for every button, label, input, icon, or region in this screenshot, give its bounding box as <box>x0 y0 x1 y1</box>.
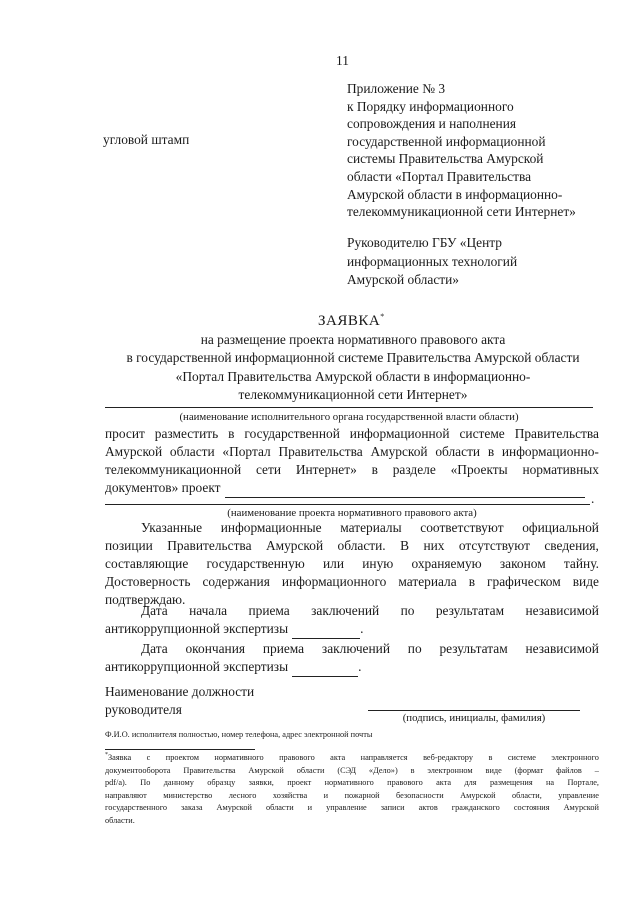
word: иную <box>362 556 394 571</box>
word: по <box>400 603 415 618</box>
word: охраняемую <box>411 556 482 571</box>
word: (формат <box>514 765 544 775</box>
addressee-line: Руководителю ГБУ «Центр <box>347 235 502 250</box>
request-last-text: документов» проект <box>105 480 221 495</box>
word: заявки, <box>248 778 274 787</box>
date-line <box>105 640 599 658</box>
word: независимой <box>525 603 599 618</box>
request-last-line <box>105 479 599 498</box>
subtitle-line: телекоммуникационной сети Интернет» <box>238 386 468 402</box>
date-last-line <box>105 658 599 677</box>
body-line <box>105 519 599 537</box>
word: Правительства <box>167 538 252 553</box>
word: информационные <box>220 520 322 535</box>
word: Указанные <box>141 520 203 535</box>
word: официальной <box>522 520 599 535</box>
footnote-last-line: области. <box>105 815 135 825</box>
date-label: антикоррупционной экспертизы <box>105 621 289 636</box>
word: заключений <box>311 603 380 618</box>
word: министерство <box>163 790 213 800</box>
word: результатам <box>439 641 508 656</box>
word: *Заявка <box>105 752 132 762</box>
word: виде <box>485 765 502 775</box>
word: позиции <box>105 538 153 553</box>
word: сведения, <box>544 538 599 553</box>
footnote-line <box>105 777 599 790</box>
word: «Проекты <box>450 462 508 477</box>
word: акта <box>436 778 452 787</box>
word: безопасности <box>396 790 444 800</box>
word: – <box>594 765 599 775</box>
word: окончания <box>185 641 246 656</box>
body-last-line: подтверждаю. <box>105 592 186 607</box>
footnote-block <box>105 752 599 827</box>
title-footnote-mark: * <box>380 312 385 321</box>
signature-caption: (подпись, инициалы, фамилия) <box>402 712 546 724</box>
executor-note: Ф.И.О. исполнителя полностью, номер телефона, адрес электронной почты <box>105 730 373 739</box>
word: отсутствуют <box>458 538 530 553</box>
word: Амурской <box>460 790 496 800</box>
word: информационно- <box>501 444 599 459</box>
page-number: 11 <box>336 53 349 68</box>
word: системе <box>459 426 505 441</box>
word: документооборота <box>105 765 171 775</box>
word: информационной <box>349 426 450 441</box>
word: графическом <box>487 574 561 589</box>
word: в <box>488 753 493 762</box>
word: данному <box>163 778 194 787</box>
word: информационного <box>281 574 387 589</box>
word: направляют <box>105 790 147 800</box>
word: области. <box>337 538 386 553</box>
word: области <box>296 765 325 775</box>
word: пожарной <box>344 790 380 800</box>
word: Амурской <box>265 538 324 553</box>
word: По <box>140 778 151 787</box>
word: В <box>400 538 410 553</box>
date-label: антикоррупционной экспертизы <box>105 659 289 674</box>
word: содержания <box>202 574 270 589</box>
word: разместить <box>154 426 219 441</box>
word: акта <box>330 753 346 762</box>
word: актов <box>418 803 438 812</box>
footnote-mark: * <box>105 752 108 759</box>
date-dot: . <box>360 621 364 636</box>
authority-name-line <box>105 407 593 408</box>
word: управление <box>326 803 367 812</box>
word: материалы <box>340 520 402 535</box>
word: независимой <box>525 641 599 656</box>
corner-stamp-label: угловой штамп <box>103 132 190 147</box>
word: Достоверность <box>105 574 191 589</box>
request-line <box>105 425 599 443</box>
word: Правительства <box>278 444 363 459</box>
word: pdf/a). <box>105 778 127 787</box>
word: материала <box>398 574 457 589</box>
word: просит <box>105 426 145 441</box>
word: проект <box>287 778 312 787</box>
word: Интернет» <box>295 462 357 477</box>
word: и <box>307 803 313 812</box>
word: системе <box>507 753 536 762</box>
start-date-paragraph <box>105 602 599 639</box>
word: образцу <box>207 778 236 787</box>
word: Портале, <box>567 778 599 787</box>
word: нормативного <box>214 753 264 762</box>
project-line-end-dot: . <box>591 491 595 506</box>
word: Дата <box>141 603 168 618</box>
word: в <box>487 444 495 459</box>
position-title-line1: Наименование должности <box>105 684 255 699</box>
word: нормативного <box>324 778 374 787</box>
word: области <box>265 803 294 812</box>
word: и <box>323 790 329 800</box>
word: приема <box>248 603 290 618</box>
footnote-line <box>105 802 599 815</box>
word: управление <box>558 790 599 800</box>
date-dot: . <box>358 659 362 674</box>
word: сети <box>255 462 282 477</box>
word: записи <box>380 803 405 812</box>
word: правового <box>387 778 423 787</box>
word: соответствуют <box>420 520 504 535</box>
appendix-line: области «Портал Правительства <box>347 168 532 184</box>
footnote-line <box>105 790 599 803</box>
appendix-line: Амурской области в информационно- <box>347 186 563 202</box>
word: в <box>468 574 476 589</box>
word: (СЭД <box>337 765 357 775</box>
appendix-line: государственной информационной <box>347 133 546 149</box>
word: веб-редактору <box>423 753 473 762</box>
word: Амурской <box>248 765 284 775</box>
word: в <box>371 462 378 477</box>
request-line <box>105 461 599 479</box>
word: заказа <box>181 803 203 812</box>
word: «Портал <box>222 444 271 459</box>
subtitle-line: в государственной информационной системе Правительства Амурской области <box>126 350 580 366</box>
word: по <box>407 641 422 656</box>
word: хозяйства <box>272 790 308 800</box>
word: для <box>464 778 477 787</box>
word: начала <box>189 603 228 618</box>
subtitle-block <box>105 331 601 404</box>
appendix-line: сопровождения и наполнения <box>347 116 517 132</box>
document-title <box>318 313 385 330</box>
word: направляется <box>360 753 408 762</box>
addressee-line: Амурской области» <box>347 272 459 287</box>
word: нормативных <box>522 462 599 477</box>
project-name-field[interactable] <box>225 479 585 498</box>
word: электронного <box>551 753 599 762</box>
word: в <box>410 765 415 775</box>
addressee-block <box>347 234 517 290</box>
body-line <box>105 573 599 591</box>
word: тайну. <box>563 556 599 571</box>
footnote-separator <box>105 749 255 750</box>
body-line <box>105 537 599 555</box>
date-last-line <box>105 620 599 639</box>
word: на <box>545 778 555 787</box>
project-caption: (наименование проекта нормативного правового акта) <box>227 507 477 519</box>
body-paragraph <box>105 519 599 609</box>
word: лесного <box>228 790 257 800</box>
word: законом <box>499 556 546 571</box>
word: разделе <box>392 462 436 477</box>
word: области <box>169 444 215 459</box>
word: Амурской <box>105 444 163 459</box>
word: Амурской <box>563 803 599 812</box>
word: государственную <box>206 556 305 571</box>
word: виде <box>572 574 599 589</box>
end-date-field[interactable] <box>292 658 358 677</box>
word: телекоммуникационной <box>105 462 242 477</box>
word: электронном <box>427 765 473 775</box>
word: заключений <box>321 641 390 656</box>
appendix-block <box>347 80 576 221</box>
authority-caption: (наименование исполнительного органа государственной власти области) <box>179 411 519 423</box>
word: Правительства <box>183 765 236 775</box>
word: Амурской <box>370 444 428 459</box>
word: них <box>423 538 445 553</box>
word: состояния <box>513 803 550 812</box>
word: с <box>146 753 151 762</box>
appendix-line: телекоммуникационной сети Интернет» <box>347 204 576 220</box>
word: файлов <box>556 765 582 775</box>
word: Амурской <box>216 803 252 812</box>
footnote-line <box>105 752 599 765</box>
request-paragraph <box>105 425 599 498</box>
appendix-line: Приложение № 3 <box>347 81 446 96</box>
word: составляющие <box>105 556 189 571</box>
start-date-field[interactable] <box>292 620 360 639</box>
word: размещения <box>489 778 533 787</box>
word: «Дело») <box>368 765 398 775</box>
word: Дата <box>141 641 168 656</box>
project-name-line-2 <box>105 504 590 505</box>
footnote-line <box>105 765 599 778</box>
position-title-line2: руководителя <box>105 702 182 717</box>
word: государственного <box>105 803 168 812</box>
addressee-line: информационных технологий <box>347 253 518 269</box>
word: проектом <box>165 753 199 762</box>
subtitle-line: «Портал Правительства Амурской области в информационно- <box>175 368 531 384</box>
end-date-paragraph <box>105 640 599 677</box>
date-line <box>105 602 599 620</box>
appendix-line: системы Правительства Амурской <box>347 151 544 167</box>
body-line <box>105 555 599 573</box>
word: в <box>228 426 235 441</box>
word: Правительства <box>514 426 599 441</box>
title-text: ЗАЯВКА <box>318 313 381 329</box>
word: области <box>435 444 481 459</box>
word: или <box>323 556 345 571</box>
subtitle-line: на размещение проекта нормативного правового акта <box>200 332 506 347</box>
request-line <box>105 443 599 461</box>
word: области, <box>512 790 542 800</box>
word: государственной <box>244 426 340 441</box>
word: приема <box>262 641 305 656</box>
appendix-line: к Порядку информационного <box>347 98 514 114</box>
word: результатам <box>435 603 505 618</box>
word: гражданского <box>451 803 500 812</box>
word: правового <box>279 753 315 762</box>
